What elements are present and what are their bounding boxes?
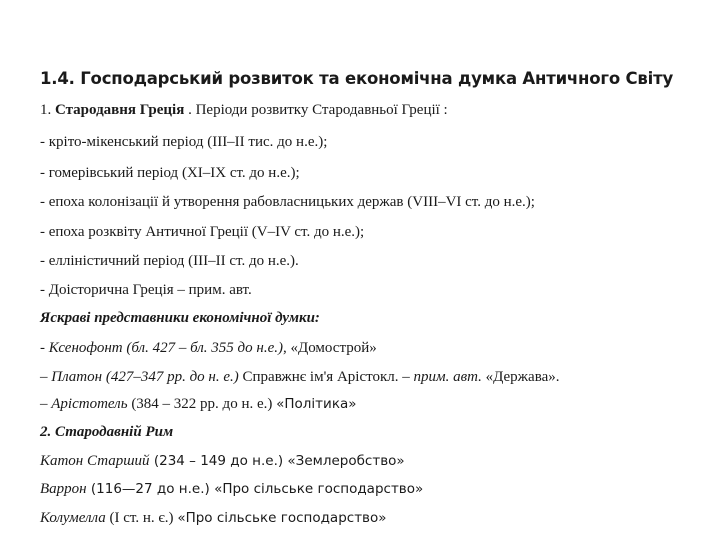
period-item: - епоха колонізації й утворення рабовласницьких держав (VIII–VI ст. до н.е.); [40, 194, 535, 210]
greece-intro: . Періоди розвитку Стародавньої Греції : [184, 102, 448, 118]
varro-dates: (116—27 до н.е.) [86, 481, 215, 497]
plato-name: – Платон (427–347 рр. до н. е.) [40, 369, 243, 385]
aristotle-name: – Арістотель [40, 396, 128, 412]
cato-name: Катон Старший [40, 453, 150, 469]
xenophon-name: Ксенофонт (бл. 427 – бл. 355 до н.е.) [48, 340, 283, 356]
cato-dates: (234 – 149 до н.е.) [149, 453, 288, 469]
period-item: - кріто-мікенський період (III–II тис. до н.е.); [40, 134, 328, 150]
plato-work: «Держава» [485, 369, 556, 385]
aristotle-dates: (384 – 322 рр. до н. е.) [127, 396, 277, 412]
section-number: 1. [40, 102, 55, 118]
period-item: - елліністичний період (III–II ст. до н.е.). [40, 253, 299, 269]
author-note: – прим. авт. [402, 369, 486, 385]
columella-name: Колумелла [40, 510, 106, 526]
aristotle-work: «Політика» [276, 396, 357, 412]
xenophon-work: «Домострой» [290, 340, 377, 356]
greece-heading: Стародавня Греція [55, 102, 185, 118]
columella-work: «Про сільське господарство» [177, 510, 387, 526]
xenophon-line [40, 338, 710, 358]
cato-line [40, 451, 710, 471]
plato-real-name: Справжнє ім'я Арістокл. [242, 369, 403, 385]
dash: - [40, 340, 49, 356]
columella-line [40, 508, 710, 528]
separator: , [282, 340, 291, 356]
columella-dates: (I ст. н. є.) [105, 510, 178, 526]
plato-line [40, 367, 710, 387]
slide-title: 1.4. Господарський розвиток та економічна думка Античного Світу [40, 69, 674, 88]
prehistoric-note: - Доісторична Греція – прим. авт. [40, 282, 252, 298]
period-mark: . [555, 369, 560, 385]
representatives-heading: Яскраві представники економічної думки: [40, 310, 320, 326]
greece-intro-line [40, 100, 710, 120]
period-item: - епоха розквіту Античної Греції (V–IV ст. до н.е.); [40, 224, 365, 240]
varro-work: «Про сільське господарство» [214, 481, 424, 497]
cato-work: «Землеробство» [287, 453, 405, 469]
aristotle-line [40, 394, 710, 414]
period-item: - гомерівський період (XI–IX ст. до н.е.); [40, 165, 300, 181]
varro-line [40, 479, 710, 499]
varro-name: Варрон [40, 481, 87, 497]
rome-heading: 2. Стародавній Рим [40, 424, 174, 440]
